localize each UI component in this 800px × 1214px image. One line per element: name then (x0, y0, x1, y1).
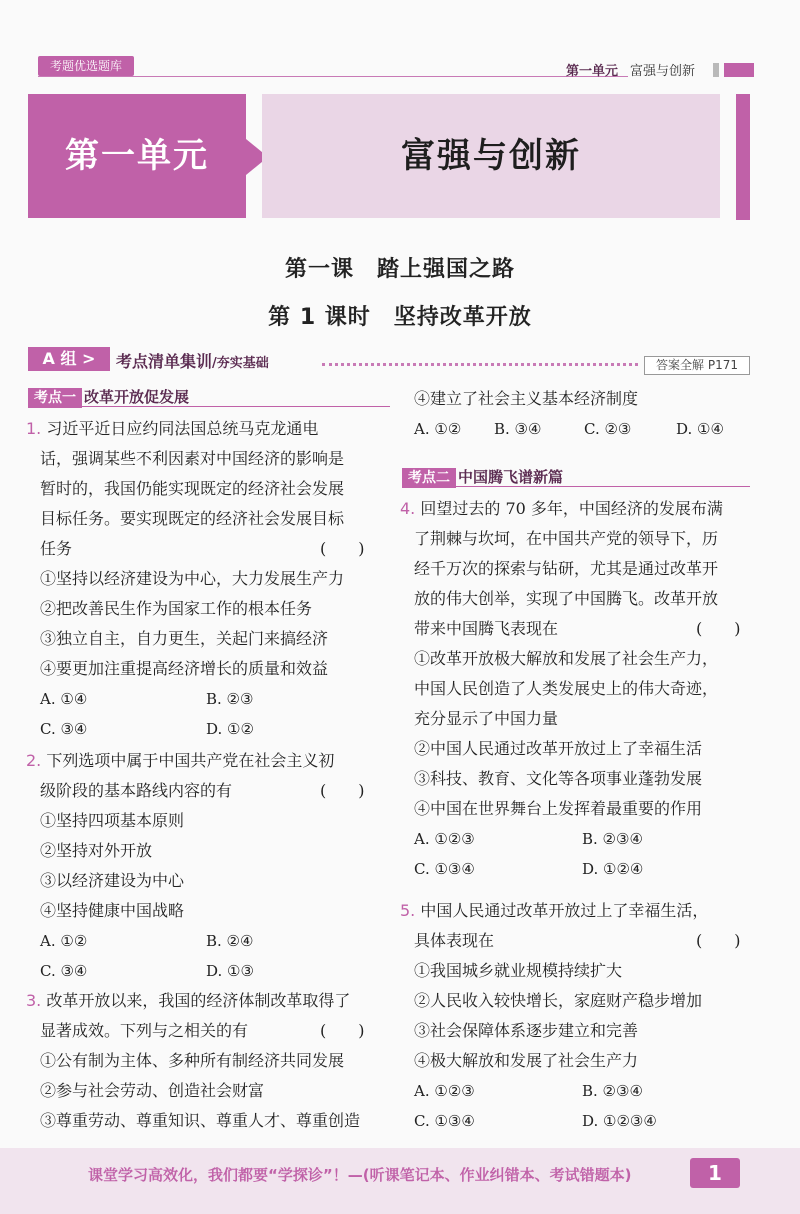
footer-slogan: 课堂学习高效化，我们都要“学探诊”！—(听课笔记本、作业纠错本、考试错题本) (88, 1166, 632, 1184)
question-3-line: 显著成效。下列与之相关的有 (40, 1021, 249, 1040)
question-2-item: ②坚持对外开放 (40, 841, 153, 860)
topic-1-rule (28, 406, 390, 407)
header-decor-gray (713, 63, 719, 77)
page-number: 1 (690, 1158, 740, 1188)
question-2 (26, 746, 376, 986)
group-title-main: 考点清单集训 (116, 352, 213, 371)
lesson-title: 第一课 踏上强国之路 (284, 257, 515, 282)
question-3-number: 3. (26, 991, 42, 1010)
answer-blank[interactable]: ( ) (320, 1021, 365, 1040)
question-3-option-c[interactable]: C. ②③ (584, 420, 632, 438)
question-4 (400, 494, 760, 884)
question-4-number: 4. (400, 499, 416, 518)
topic-2-header (402, 466, 563, 486)
question-1-item: ②把改善民生作为国家工作的根本任务 (40, 599, 313, 618)
question-2-option-b[interactable]: B. ②④ (206, 932, 254, 950)
question-4-item: 充分显示了中国力量 (414, 709, 559, 728)
question-4-line: 带来中国腾飞表现在 (414, 619, 559, 638)
topic-2-rule (402, 486, 750, 487)
question-5-line: 中国人民通过改革开放过上了幸福生活， (420, 901, 709, 920)
question-1-line: 习近平近日应约同法国总统马克龙通电 (46, 419, 319, 438)
question-2-item: ①坚持四项基本原则 (40, 811, 185, 830)
question-5-item: ①我国城乡就业规模持续扩大 (414, 961, 623, 980)
question-3-item: ①公有制为主体、多种所有制经济共同发展 (40, 1051, 345, 1070)
topic-2-name: 中国腾飞谱新篇 (458, 468, 564, 486)
question-2-item: ③以经济建设为中心 (40, 871, 185, 890)
question-1-number: 1. (26, 419, 42, 438)
question-5-line: 具体表现在 (414, 931, 495, 950)
question-1-item: ①坚持以经济建设为中心，大力发展生产力 (40, 569, 345, 588)
question-2-option-c[interactable]: C. ③④ (40, 962, 88, 980)
question-3-option-b[interactable]: B. ③④ (494, 420, 542, 438)
question-1-line: 话，强调某些不利因素对中国经济的影响是 (40, 449, 345, 468)
question-2-item: ④坚持健康中国战略 (40, 901, 185, 920)
question-4-option-a[interactable]: A. ①②③ (414, 830, 475, 848)
question-4-item: ④中国在世界舞台上发挥着最重要的作用 (414, 799, 703, 818)
question-3-continued (414, 384, 774, 444)
question-5-option-d[interactable]: D. ①②③④ (582, 1112, 657, 1130)
question-5-option-a[interactable]: A. ①②③ (414, 1082, 475, 1100)
banner-unit-title: 富强与创新 (401, 136, 581, 176)
group-subtitle: /夯实基础 (212, 356, 269, 371)
answer-reference: 答案全解 P171 (644, 356, 750, 375)
banner-side-bar (736, 94, 750, 220)
question-3-option-a[interactable]: A. ①② (414, 420, 462, 438)
group-label: A 组 > (28, 347, 110, 371)
question-2-number: 2. (26, 751, 42, 770)
question-1-item: ④要更加注重提高经济增长的质量和效益 (40, 659, 329, 678)
question-4-item: ③科技、教育、文化等各项事业蓬勃发展 (414, 769, 703, 788)
answer-blank[interactable]: ( ) (696, 931, 741, 950)
question-4-line: 了荆棘与坎坷，在中国共产党的领导下，历 (414, 529, 719, 548)
header-tag: 考题优选题库 (38, 56, 134, 76)
topic-2-tag: 考点二 (402, 468, 456, 488)
answer-blank[interactable]: ( ) (696, 619, 741, 638)
question-4-line: 经千万次的探索与钻研，尤其是通过改革开 (414, 559, 719, 578)
question-1-option-c[interactable]: C. ③④ (40, 720, 88, 738)
banner-unit: 第一单元 (65, 136, 209, 176)
question-5-item: ④极大解放和发展了社会生产力 (414, 1051, 639, 1070)
header-rule (38, 76, 628, 77)
topic-1-header (28, 386, 189, 406)
group-title (116, 349, 269, 372)
question-5-option-c[interactable]: C. ①③④ (414, 1112, 475, 1130)
question-5-item: ②人民收入较快增长，家庭财产稳步增加 (414, 991, 703, 1010)
period-title: 第 1 课时 坚持改革开放 (268, 305, 532, 330)
question-3 (26, 986, 376, 1136)
header-unit-title: 富强与创新 (630, 64, 696, 79)
question-2-line: 下列选项中属于中国共产党在社会主义初 (46, 751, 335, 770)
question-5-number: 5. (400, 901, 416, 920)
answer-blank[interactable]: ( ) (320, 781, 365, 800)
header-unit: 第一单元 (566, 64, 619, 79)
question-4-option-b[interactable]: B. ②③④ (582, 830, 643, 848)
question-3-line: 改革开放以来，我国的经济体制改革取得了 (46, 991, 351, 1010)
question-1-line: 暂时的，我国仍能实现既定的经济社会发展 (40, 479, 345, 498)
group-dotted-rule (322, 363, 638, 366)
question-3-item: ④建立了社会主义基本经济制度 (414, 389, 639, 408)
question-3-option-d[interactable]: D. ①④ (676, 420, 724, 438)
question-4-item: ②中国人民通过改革开放过上了幸福生活 (414, 739, 703, 758)
header-decor-pink (724, 63, 754, 77)
question-4-line: 回望过去的 70 多年，中国经济的发展布满 (420, 499, 723, 518)
topic-1-name: 改革开放促发展 (84, 388, 190, 406)
question-4-line: 放的伟大创举，实现了中国腾飞。改革开放 (414, 589, 719, 608)
question-5-option-b[interactable]: B. ②③④ (582, 1082, 643, 1100)
answer-blank[interactable]: ( ) (320, 539, 365, 558)
question-3-item: ②参与社会劳动、创造社会财富 (40, 1081, 265, 1100)
question-4-item: 中国人民创造了人类发展史上的伟大奇迹， (414, 679, 719, 698)
header-unit-info (566, 60, 695, 79)
question-4-item: ①改革开放极大解放和发展了社会生产力， (414, 649, 719, 668)
question-1-option-b[interactable]: B. ②③ (206, 690, 254, 708)
question-1-item: ③独立自主，自力更生，关起门来搞经济 (40, 629, 329, 648)
question-2-option-d[interactable]: D. ①③ (206, 962, 254, 980)
question-3-item: ③尊重劳动、尊重知识、尊重人才、尊重创造 (40, 1111, 361, 1130)
question-1-line: 目标任务。要实现既定的经济社会发展目标 (40, 509, 345, 528)
question-4-option-c[interactable]: C. ①③④ (414, 860, 475, 878)
question-1 (26, 414, 376, 744)
question-1-option-a[interactable]: A. ①④ (40, 690, 88, 708)
topic-1-tag: 考点一 (28, 388, 82, 408)
question-1-option-d[interactable]: D. ①② (206, 720, 254, 738)
question-1-line: 任务 (40, 539, 73, 558)
question-2-option-a[interactable]: A. ①② (40, 932, 88, 950)
question-5-item: ③社会保障体系逐步建立和完善 (414, 1021, 639, 1040)
question-2-line: 级阶段的基本路线内容的有 (40, 781, 233, 800)
question-4-option-d[interactable]: D. ①②④ (582, 860, 644, 878)
question-5 (400, 896, 760, 1136)
